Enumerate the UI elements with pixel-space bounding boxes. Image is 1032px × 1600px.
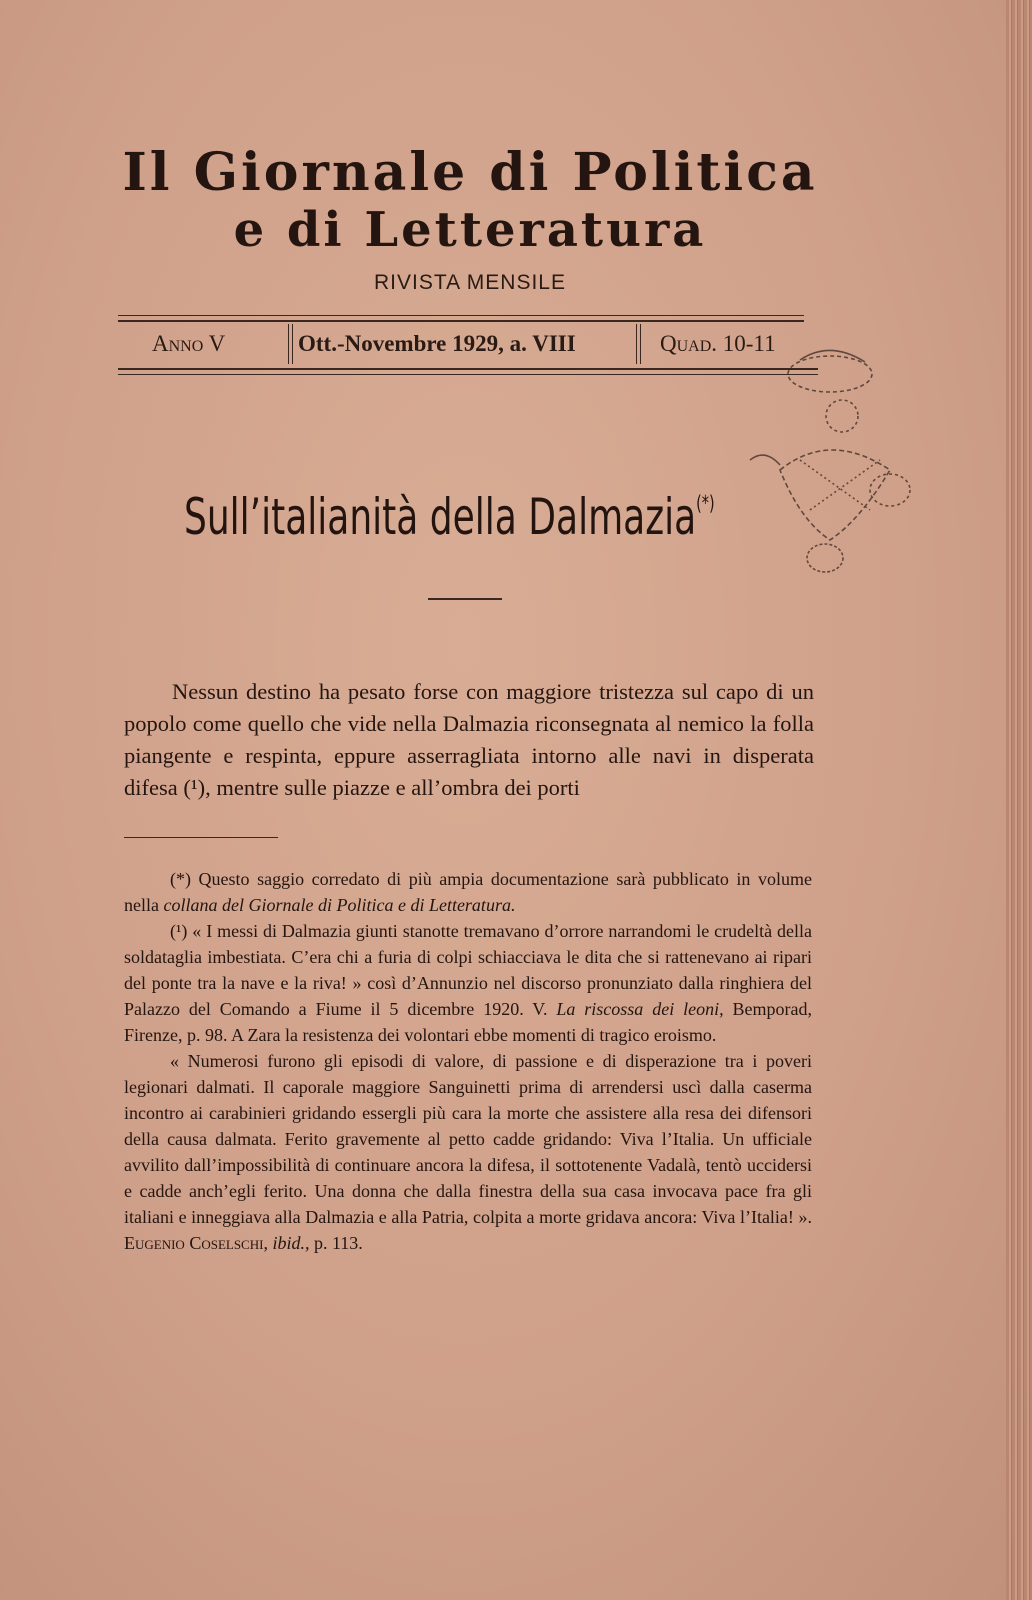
header-rule-bottom	[118, 368, 818, 370]
page-edge	[1006, 0, 1032, 1600]
footnote-quote	[124, 1048, 812, 1256]
header-rule-top2	[118, 320, 804, 322]
footnote-1-tail: Bemporad, Firenze, p. 98. A Zara la resistenza dei volontari ebbe momenti di tragico eroismo.	[124, 999, 812, 1045]
title-rule	[428, 598, 502, 600]
header-rule-top	[118, 315, 804, 316]
footnote-1-text: (¹) « I messi di Dalmazia giunti stanotte tremavano d’orrore narrandomi le crudeltà della soldataglia imbestiata. C’era chi a furia di colpi schiacciava le dita che si rattenevano ai ripari del ponte tra la nave e la riva! » così d’Annunzio nel discorso pronunziato dalla ringhiera del Palazzo del Comando a Fiume il 5 dicembre 1920. V.	[124, 921, 812, 1019]
journal-subtitle: RIVISTA MENSILE	[374, 271, 566, 294]
article-title	[184, 488, 715, 546]
footnotes	[124, 866, 812, 1256]
issue-year: Anno V	[152, 331, 226, 356]
footnote-quote-page: p. 113.	[309, 1233, 363, 1253]
header-divider-2	[636, 324, 637, 364]
issue-number: Quad. 10-11	[660, 331, 776, 356]
header-rule-bottom2	[118, 374, 818, 375]
footnote-1-book: La riscossa dei leoni,	[556, 999, 724, 1019]
journal-title-line1: Il Giornale di Politica	[122, 142, 818, 203]
footnote-quote-ibid: ibid.,	[267, 1233, 310, 1253]
journal-title-line2: e di Letteratura	[233, 202, 707, 258]
header-divider-2b	[640, 324, 641, 364]
header-divider-1b	[292, 324, 293, 364]
footnote-quote-author: Eugenio Coselschi,	[124, 1233, 268, 1253]
article-body: Nessun destino ha pesato forse con maggiore tristezza sul capo di un popolo come quello che vide nella Dalmazia riconsegnata al nemico la folla piangente e respinta, eppure asserragliata intorno alle navi in disperata difesa (¹), mentre sulle piazze e all’ombra dei porti	[124, 679, 814, 800]
footnote-quote-text: « Numerosi furono gli episodi di valore, di passione e di disperazione tra i poveri legionari dalmati. Il caporale maggiore Sanguinetti prima di arrendersi uscì dalla caserma incontro ai carabinieri gridando essergli più cara la morte che assistere alla resa dei difensori della causa dalmata. Ferito gravemente al petto cadde gridando: Viva l’Italia. Un ufficiale avvilito dall’impossibilità di continuare ancora la difesa, il sottotenente Vadalà, tentò uccidersi e cadde anch’egli ferito. Una donna che dalla finestra della sua casa invocava pace fra gli italiani e inneggiava alla Dalmazia e alla Patria, colpita a morte gridava ancora: Viva l’Italia! ».	[124, 1051, 812, 1227]
title-footnote-mark: (*)	[696, 491, 715, 515]
footnote-1	[124, 918, 812, 1048]
article-title-text: Sull’italianità della Dalmazia	[184, 488, 697, 546]
library-stamp	[740, 340, 920, 590]
header-divider-1	[288, 324, 289, 364]
footnote-star-text: (*) Questo saggio corredato di più ampia documentazione sarà pubblicato in volume nella	[124, 869, 812, 915]
footnote-rule	[124, 837, 278, 838]
issue-date: Ott.-Novembre 1929, a. VIII	[298, 331, 576, 356]
footnote-star	[124, 866, 812, 918]
footnote-star-series: collana del Giornale di Politica e di Letteratura.	[163, 895, 516, 915]
